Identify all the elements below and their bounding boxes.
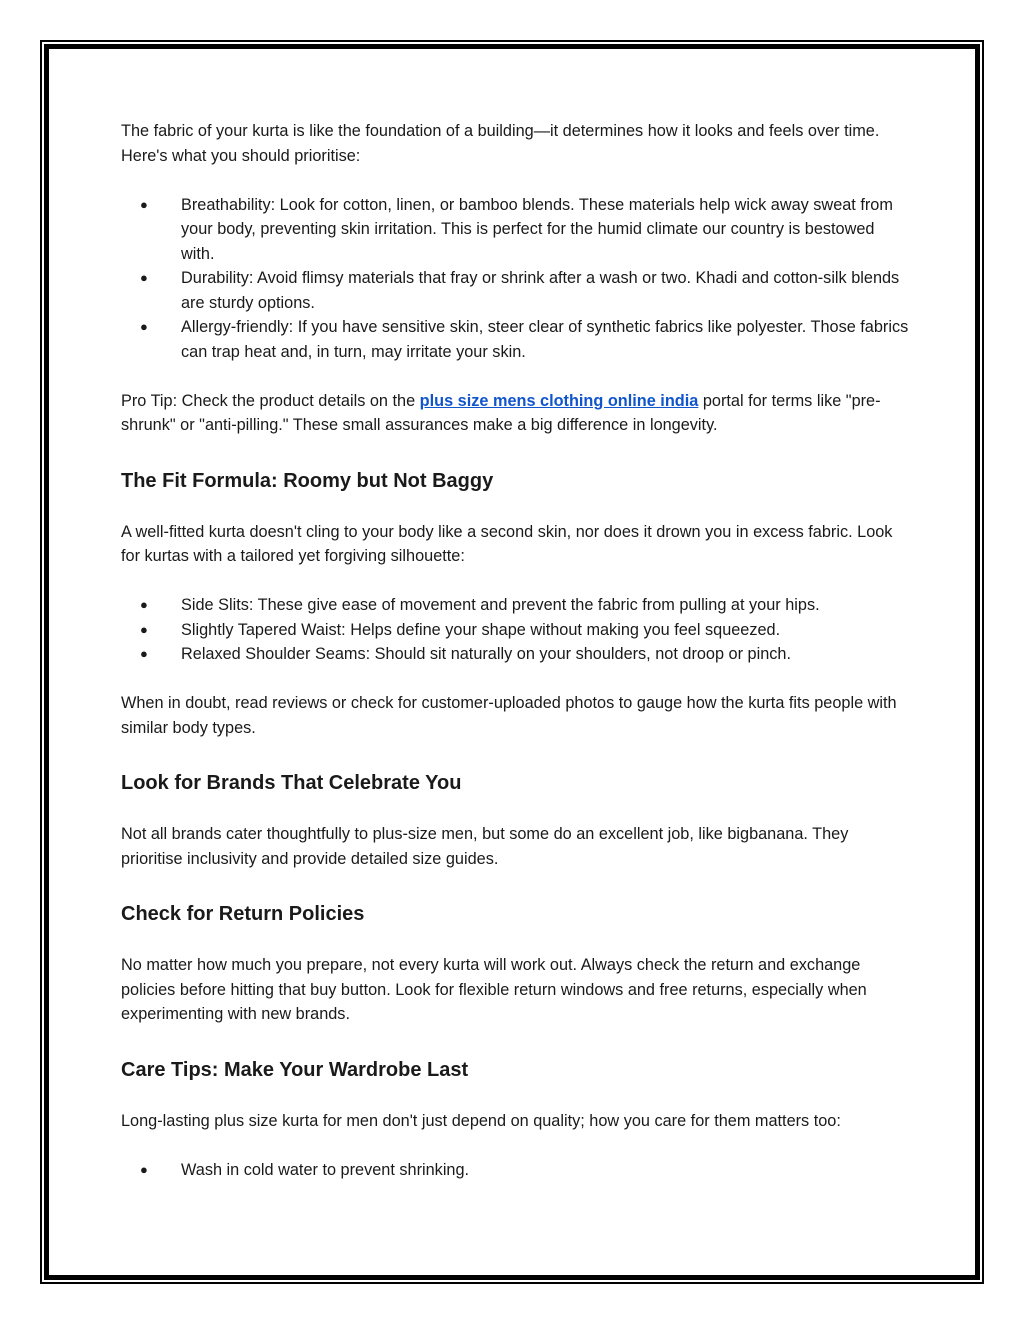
care-paragraph: Long-lasting plus size kurta for men don't just depend on quality; how you care for them matters too:	[121, 1111, 841, 1130]
plus-size-clothing-link[interactable]: plus size mens clothing online india	[419, 391, 699, 410]
list-item: ● Durability: Avoid flimsy materials that fray or shrink after a wash or two. Khadi and cotton-silk blends are sturdy options.	[121, 266, 911, 315]
list-item: ● Allergy-friendly: If you have sensitive skin, steer clear of synthetic fabrics like polyester. Those fabrics can trap heat and, in turn, may irritate your skin.	[121, 315, 911, 364]
bullet-icon: ●	[140, 1161, 148, 1177]
care-heading: Care Tips: Make Your Wardrobe Last	[121, 1058, 469, 1081]
returns-heading: Check for Return Policies	[121, 903, 365, 925]
bullet-icon: ●	[140, 196, 148, 212]
brands-heading: Look for Brands That Celebrate You	[121, 772, 462, 794]
pro-tip-paragraph: Pro Tip: Check the product details on the plus size mens clothing online india portal for terms like "pre-shrunk" or "anti-pilling." These small assurances make a big difference in longevity.	[121, 391, 881, 434]
bullet-icon: ●	[140, 270, 148, 285]
bullet-icon: ●	[140, 621, 148, 637]
fit-after-paragraph: When in doubt, read reviews or check for customer-uploaded photos to gauge how the kurta fits people with similar body types.	[121, 694, 897, 737]
care-list	[121, 1158, 911, 1183]
bullet-icon: ●	[140, 319, 148, 334]
fit-paragraph: A well-fitted kurta doesn't cling to your body like a second skin, nor does it drown you in excess fabric. Look for kurtas with a tailored yet forgiving silhouette:	[121, 522, 893, 565]
bullet-icon: ●	[140, 646, 148, 661]
fabric-list	[121, 193, 911, 365]
list-item: ● Side Slits: These give ease of movement and prevent the fabric from pulling at your hips.	[121, 593, 911, 618]
list-item: ● Breathability: Look for cotton, linen, or bamboo blends. These materials help wick away sweat from your body, preventing skin irritation. This is perfect for the humid climate our country is bestowed with.	[121, 193, 911, 267]
bullet-icon: ●	[140, 597, 148, 612]
brands-paragraph: Not all brands cater thoughtfully to plus-size men, but some do an excellent job, like bigbanana. They prioritise inclusivity and provide detailed size guides.	[121, 825, 849, 868]
list-item: ● Relaxed Shoulder Seams: Should sit naturally on your shoulders, not droop or pinch.	[121, 642, 911, 667]
intro-paragraph: The fabric of your kurta is like the foundation of a building—it determines how it looks and feels over time. Here's what you should prioritise:	[121, 122, 880, 165]
list-item: ● Wash in cold water to prevent shrinking.	[121, 1158, 911, 1183]
returns-paragraph: No matter how much you prepare, not every kurta will work out. Always check the return and exchange policies before hitting that buy button. Look for flexible return windows and free returns, especially when experimenting with new brands.	[121, 956, 867, 1023]
fit-list	[121, 593, 911, 667]
fit-heading: The Fit Formula: Roomy but Not Baggy	[121, 469, 494, 492]
document-content	[121, 119, 911, 1182]
list-item: ● Slightly Tapered Waist: Helps define your shape without making you feel squeezed.	[121, 618, 911, 643]
